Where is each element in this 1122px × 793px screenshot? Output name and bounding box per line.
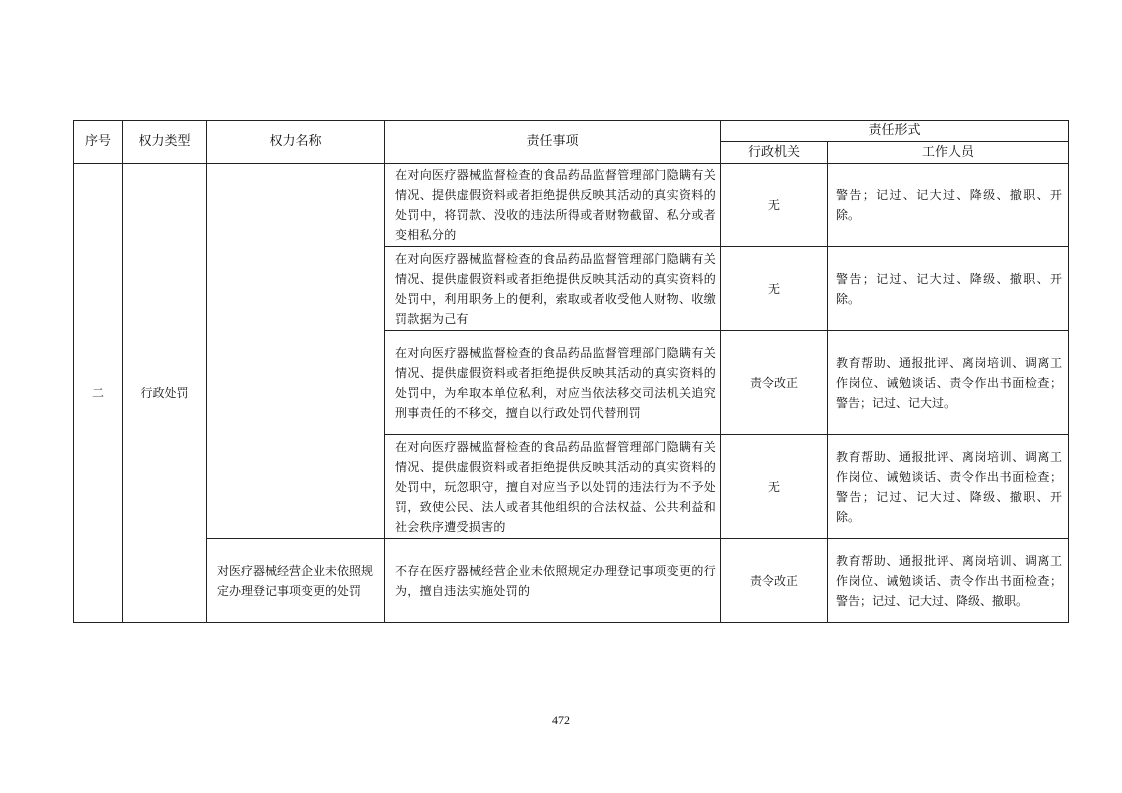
row-staff: 教育帮助、通报批评、离岗培训、调离工作岗位、诫勉谈话、责令作出书面检查；警告；记过、记大过、降级、撤职。 — [828, 539, 1069, 623]
table-row — [74, 164, 1069, 247]
header-power-name: 权力名称 — [207, 121, 385, 164]
row-staff: 教育帮助、通报批评、离岗培训、调离工作岗位、诫勉谈话、责令作出书面检查；警告；记过、记大过、降级、撤职、开除。 — [828, 435, 1069, 539]
group-power-type: 行政处罚 — [123, 164, 207, 623]
row-staff: 教育帮助、通报批评、离岗培训、调离工作岗位、诫勉谈话、责令作出书面检查；警告；记过、记大过。 — [828, 331, 1069, 435]
row-responsibility: 在对向医疗器械监督检查的食品药品监督管理部门隐瞒有关情况、提供虚假资料或者拒绝提供反映其活动的真实资料的处罚中，利用职务上的便利，索取或者收受他人财物、收缴罚款据为己有 — [385, 247, 721, 331]
row-agency: 无 — [721, 435, 828, 539]
row-power-name: 对医疗器械经营企业未依照规定办理登记事项变更的处罚 — [207, 539, 385, 623]
header-responsibility: 责任事项 — [385, 121, 721, 164]
header-row-top — [74, 121, 1069, 142]
row-staff: 警告；记过、记大过、降级、撤职、开除。 — [828, 247, 1069, 331]
row-responsibility: 在对向医疗器械监督检查的食品药品监督管理部门隐瞒有关情况、提供虚假资料或者拒绝提供反映其活动的真实资料的处罚中，玩忽职守，擅自对应当予以处罚的违法行为不予处罚，致使公民、法人或者其他组织的合法权益、公共利益和社会秩序遭受损害的 — [385, 435, 721, 539]
header-staff: 工作人员 — [828, 142, 1069, 164]
row-responsibility: 在对向医疗器械监督检查的食品药品监督管理部门隐瞒有关情况、提供虚假资料或者拒绝提供反映其活动的真实资料的处罚中，为牟取本单位私利，对应当依法移交司法机关追究刑事责任的不移交，擅自以行政处罚代替刑罚 — [385, 331, 721, 435]
header-seq: 序号 — [74, 121, 123, 164]
page-number: 472 — [552, 713, 570, 727]
header-power-type: 权力类型 — [123, 121, 207, 164]
table-row — [74, 539, 1069, 623]
group-seq: 二 — [74, 164, 123, 623]
row-responsibility: 不存在医疗器械经营企业未依照规定办理登记事项变更的行为，擅自违法实施处罚的 — [385, 539, 721, 623]
row-agency: 责令改正 — [721, 331, 828, 435]
responsibility-table — [73, 120, 1069, 623]
header-agency: 行政机关 — [721, 142, 828, 164]
row-agency: 无 — [721, 247, 828, 331]
row-agency: 责令改正 — [721, 539, 828, 623]
row-agency: 无 — [721, 164, 828, 247]
row-staff: 警告；记过、记大过、降级、撤职、开除。 — [828, 164, 1069, 247]
header-form: 责任形式 — [721, 121, 1069, 142]
row-responsibility: 在对向医疗器械监督检查的食品药品监督管理部门隐瞒有关情况、提供虚假资料或者拒绝提供反映其活动的真实资料的处罚中，将罚款、没收的违法所得或者财物截留、私分或者变相私分的 — [385, 164, 721, 247]
group-power-name-empty — [207, 164, 385, 539]
